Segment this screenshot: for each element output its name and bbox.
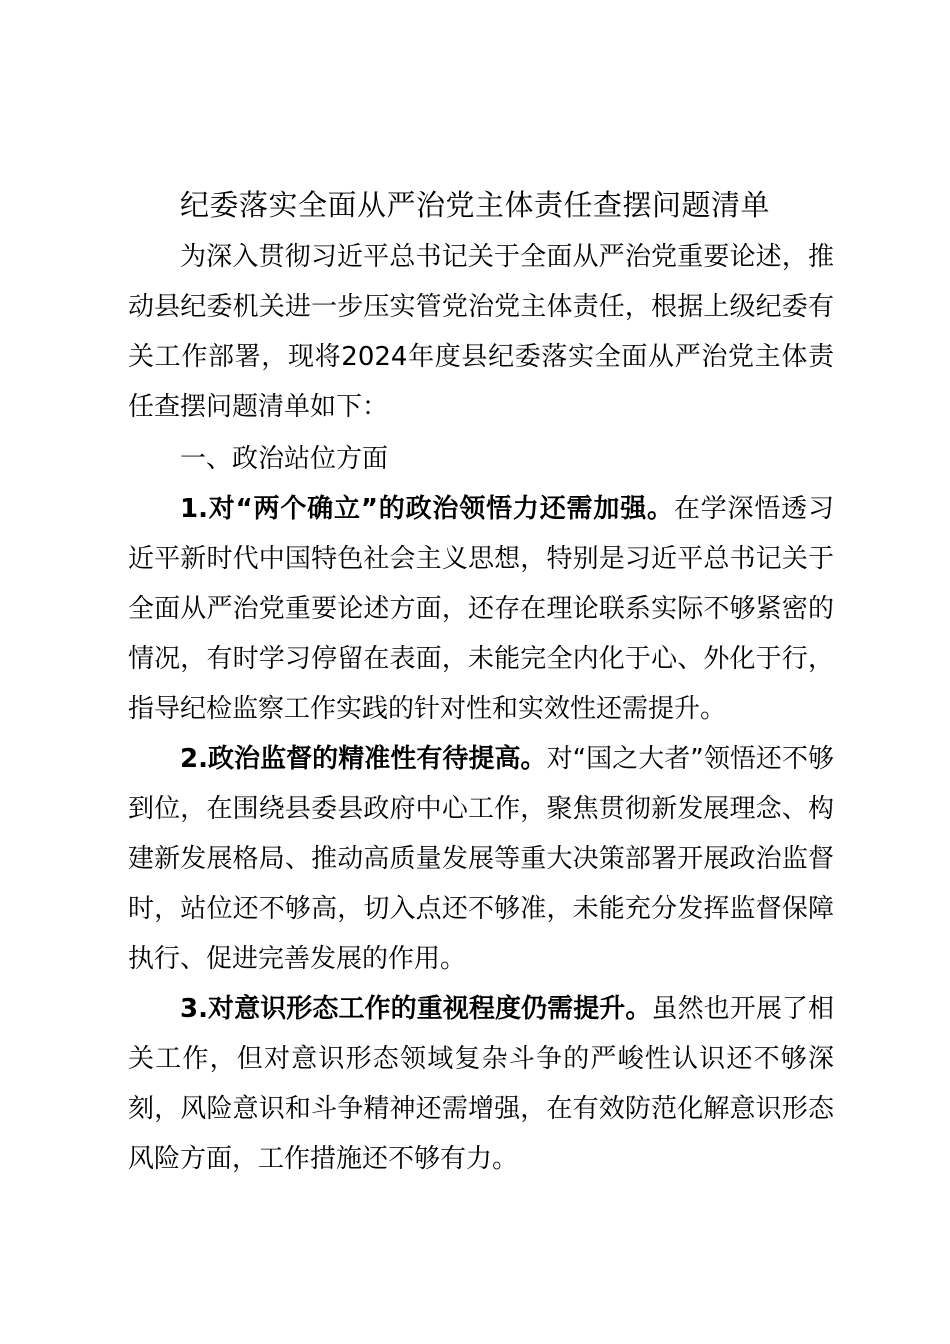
problem-item-3-heading: 3.对意识形态工作的重视程度仍需提升。 <box>180 994 652 1024</box>
problem-item-3-text: 虽然也开展了相关工作，但对意识形态领域复杂斗争的严峻性认识还不够深刻，风险意识和斗争精神还需增强，在有效防范化解意识形态风险方面，工作措施还不够有力。 <box>128 994 834 1174</box>
section-heading: 一、政治站位方面 <box>180 444 389 474</box>
problem-item-1 <box>128 484 834 734</box>
problem-item-2 <box>128 734 834 984</box>
problem-item-2-text: 对“国之大者”领悟还不够到位，在围绕县委县政府中心工作，聚焦贯彻新发展理念、构建新发展格局、推动高质量发展等重大决策部署开展政治监督时，站位还不够高，切入点还不够准，未能充分发挥监督保障执行、促进完善发展的作用。 <box>128 744 834 974</box>
document-body <box>128 232 834 1184</box>
problem-item-2-heading: 2.政治监督的精准性有待提高。 <box>180 744 547 774</box>
problem-item-1-heading: 1.对“两个确立”的政治领悟力还需加强。 <box>180 494 674 524</box>
problem-item-1-text: 在学深悟透习近平新时代中国特色社会主义思想，特别是习近平总书记关于全面从严治党重要论述方面，还存在理论联系实际不够紧密的情况，有时学习停留在表面，未能完全内化于心、外化于行，指导纪检监察工作实践的针对性和实效性还需提升。 <box>128 494 834 724</box>
document-title: 纪委落实全面从严治党主体责任查摆问题清单 <box>179 188 770 222</box>
problem-item-3 <box>128 984 834 1184</box>
intro-paragraph: 为深入贯彻习近平总书记关于全面从严治党重要论述，推动县纪委机关进一步压实管党治党主体责任，根据上级纪委有关工作部署，现将2024年度县纪委落实全面从严治党主体责任查摆问题清单如下： <box>128 242 834 422</box>
